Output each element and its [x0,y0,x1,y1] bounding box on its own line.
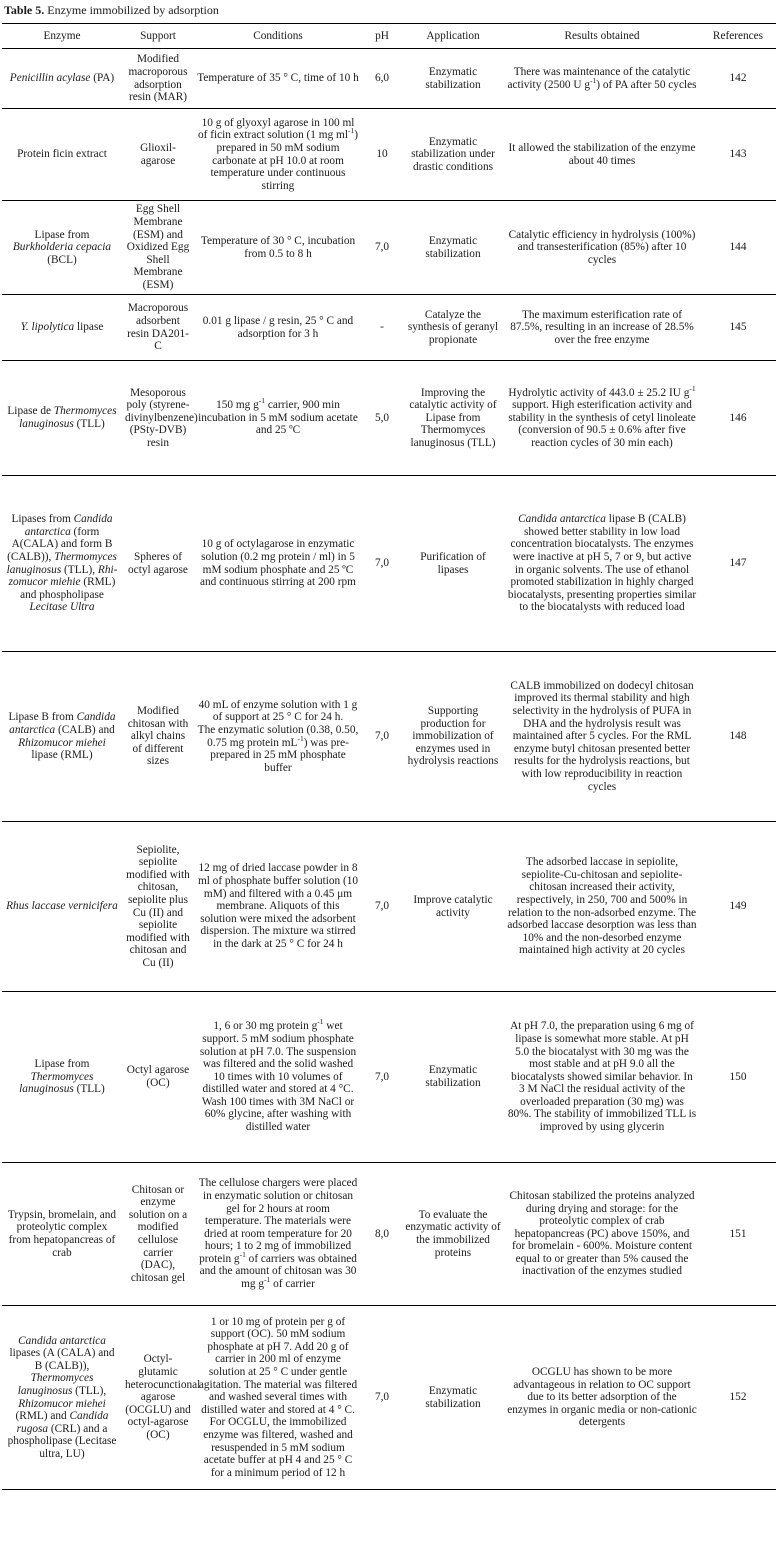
cell-reference: 149 [700,822,776,992]
table-row [2,476,776,652]
cell-conditions: 150 mg $g^{-1}$ carrier, 900 min incubation in 5 mM sodium acetate and 25 ºC [194,361,362,476]
table-row [2,1306,776,1490]
cell-reference: 142 [700,49,776,109]
table-row [2,652,776,822]
cell-reference: 143 [700,109,776,201]
cell-results: There was maintenance of the catalytic activity (2500 U $g^{-1}$) of PA after 50 cycles [504,49,700,109]
cell-reference: 148 [700,652,776,822]
cell-ph: 7,0 [362,822,402,992]
cell-ph: 7,0 [362,992,402,1163]
cell-enzyme: Lipase de Thermomyces lanuginosus (TLL) [2,361,122,476]
table-header-row [2,24,776,49]
header-conditions: Conditions [194,24,362,49]
cell-application: Enzymatic stabilization [402,201,504,295]
cell-results: Hydrolytic activity of 443.0 ± 25.2 IU $g^{-1}$ support. High esterification activity and stability in the synthesis of cetyl linoleate (conversion of 90.5 ± 0.6% after five reaction cycles of 30 min each) [504,361,700,476]
cell-reference: 147 [700,476,776,652]
table-row [2,1163,776,1306]
cell-enzyme: Trypsin, bromelain, and proteolytic complex from hepatopancreas of crab [2,1163,122,1306]
cell-ph: 5,0 [362,361,402,476]
cell-enzyme: Penicillin acylase (PA) [2,49,122,109]
cell-conditions: 0.01 g lipase / g resin, 25 ° C and adsorption for 3 h [194,295,362,361]
cell-ph: 6,0 [362,49,402,109]
cell-application: Enzymatic stabilization under drastic conditions [402,109,504,201]
cell-support: Chitosan or enzyme solution on a modified cellulose carrier (DAC), chitosan gel [122,1163,194,1306]
cell-application: Enzymatic stabilization [402,992,504,1163]
cell-enzyme: Lipase from Burkholderia cepacia (BCL) [2,201,122,295]
header-ph: pH [362,24,402,49]
cell-results: Catalytic efficiency in hydrolysis (100%) and transesterification (85%) after 10 cycles [504,201,700,295]
enzyme-adsorption-table [2,23,776,1490]
cell-ph: 7,0 [362,201,402,295]
table-row [2,295,776,361]
table-caption-label: Table 5. [4,3,45,17]
cell-support: Egg Shell Membrane (ESM) and Oxidized Egg Shell Membrane (ESM) [122,201,194,295]
table-row [2,109,776,201]
cell-application: Catalyze the synthesis of geranyl propionate [402,295,504,361]
cell-application: Supporting production for immobilization of enzymes used in hydrolysis reactions [402,652,504,822]
cell-conditions: 40 mL of enzyme solution with 1 g of support at 25 ° C for 24 h. The enzymatic solution (0.38, 0.50, 0.75 mg protein $mL^{-1}$) was pre-prepared in 25 mM phosphate buffer [194,652,362,822]
cell-support: Octyl agarose (OC) [122,992,194,1163]
cell-application: Improving the catalytic activity of Lipase from Thermomyces lanuginosus (TLL) [402,361,504,476]
table-row [2,992,776,1163]
cell-enzyme: Candida antarctica lipases (A (CALA) and B (CALB)), Thermomyces lanuginosus (TLL), Rhizomucor miehei (RML) and Candida rugosa (CRL) and a phospholipase (Lecitase ultra, LU) [2,1306,122,1490]
cell-results: Chitosan stabilized the proteins analyzed during drying and storage: for the proteolytic complex of crab hepatopancreas (PC) above 150%, and for bromelain - 600%. Moisture content equal to or greater than 5% caused the inactivation of the enzymes studied [504,1163,700,1306]
cell-results: Candida antarctica lipase B (CALB) showed better stability in low load concentration biocatalysts. The enzymes were inactive at pH 5, 7 or 9, but active in organic solvents. The use of ethanol promoted stabilization in highly charged biocatalysts, presenting properties similar to the biocatalysts with reduced load [504,476,700,652]
cell-results: It allowed the stabilization of the enzyme about 40 times [504,109,700,201]
table-row [2,49,776,109]
cell-reference: 146 [700,361,776,476]
cell-conditions: 1 or 10 mg of protein per g of support (OC). 50 mM sodium phosphate at pH 7. Add 20 g of carrier in 200 ml of enzyme solution at 25 ° C under gentle agitation. The material was filtered and washed several times with distilled water and stored at 4 ° C. For OCGLU, the immobilized enzyme was filtered, washed and resuspended in 5 mM sodium acetate buffer at pH 4 and 25 ° C for a minimum period of 12 h [194,1306,362,1490]
cell-ph: 7,0 [362,1306,402,1490]
cell-enzyme: Protein ficin extract [2,109,122,201]
cell-ph: - [362,295,402,361]
cell-results: The adsorbed laccase in sepiolite, sepiolite-Cu-chitosan and sepiolite-chitosan increased their activity, respectively, in 250, 700 and 500% in relation to the non-adsorbed enzyme. The adsorbed laccase desorption was less than 10% and the non-desorbed enzyme maintained high activity at 20 cycles [504,822,700,992]
table-row [2,361,776,476]
cell-conditions: 10 g of octylagarose in enzymatic solution (0.2 mg protein / ml) in 5 mM sodium phosphate and 25 ºC and continuous stirring at 200 rpm [194,476,362,652]
table-caption [4,2,219,18]
cell-enzyme: Lipase from Thermomyces lanuginosus (TLL) [2,992,122,1163]
cell-conditions: 12 mg of dried laccase powder in 8 ml of phosphate buffer solution (10 mM) and filtered with a 0.45 μm membrane. Aliquots of this solution were mixed the adsorbent dispersion. The mixture wa stirred in the dark at 25 ° C for 24 h [194,822,362,992]
cell-reference: 144 [700,201,776,295]
table-row [2,822,776,992]
cell-results: OCGLU has shown to be more advantageous in relation to OC support due to its better adsorption of the enzymes in organic media or non-cationic detergents [504,1306,700,1490]
header-support: Support [122,24,194,49]
cell-application: Purification of lipases [402,476,504,652]
table-row [2,201,776,295]
cell-conditions: 10 g of glyoxyl agarose in 100 ml of ficin extract solution (1 mg $ml^{-1}$) prepared in 50 mM sodium carbonate at pH 10.0 at room temperature under continuous stirring [194,109,362,201]
header-results: Results obtained [504,24,700,49]
cell-application: Enzymatic stabilization [402,1306,504,1490]
cell-ph: 7,0 [362,652,402,822]
cell-ph: 7,0 [362,476,402,652]
cell-conditions: Temperature of 35 ° C, time of 10 h [194,49,362,109]
cell-support: Sepiolite, sepiolite modified with chitosan, sepiolite plus Cu (II) and sepiolite modified with chitosan and Cu (II) [122,822,194,992]
header-application: Application [402,24,504,49]
cell-support: Octyl-glutamic heterocunctional agarose (OCGLU) and octyl-agarose (OC) [122,1306,194,1490]
cell-conditions: 1, 6 or 30 mg protein $g^{-1}$ wet support. 5 mM sodium phosphate solution at pH 7.0. The suspension was filtered and the solid washed 10 times with 10 volumes of distilled water and stored at 4 °C. Wash 100 times with 3M NaCl or 60% glycine, after washing with distilled water [194,992,362,1163]
cell-application: To evaluate the enzymatic activity of the immobilized proteins [402,1163,504,1306]
cell-reference: 150 [700,992,776,1163]
cell-results: The maximum esterification rate of 87.5%, resulting in an increase of 28.5% over the free enzyme [504,295,700,361]
cell-results: CALB immobilized on dodecyl chitosan improved its thermal stability and high selectivity in the hydrolysis of PUFA in DHA and the hydrolysis result was maintained after 5 cycles. For the RML enzyme butyl chitosan presented better results for the hydrolysis reactions, but with low reproducibility in reaction cycles [504,652,700,822]
cell-enzyme: Rhus laccase vernicifera [2,822,122,992]
cell-application: Improve catalytic activity [402,822,504,992]
cell-reference: 152 [700,1306,776,1490]
cell-conditions: Temperature of 30 ° C, incubation from 0.5 to 8 h [194,201,362,295]
cell-ph: 8,0 [362,1163,402,1306]
cell-enzyme: Y. lipolytica lipase [2,295,122,361]
cell-support: Spheres of octyl agarose [122,476,194,652]
cell-support: Mesoporous poly (styrene-divinylbenzene) (PSty-DVB) resin [122,361,194,476]
cell-support: Modified chitosan with alkyl chains of different sizes [122,652,194,822]
cell-reference: 151 [700,1163,776,1306]
table-caption-text: Enzyme immobilized by adsorption [47,3,219,17]
cell-enzyme: Lipase B from Candida antarctica (CALB) and Rhizomucor miehei lipase (RML) [2,652,122,822]
cell-support: Modified macroporous adsorption resin (MAR) [122,49,194,109]
header-references: References [700,24,776,49]
cell-ph: 10 [362,109,402,201]
cell-results: At pH 7.0, the preparation using 6 mg of lipase is somewhat more stable. At pH 5.0 the biocatalyst with 30 mg was the most stable and at pH 9.0 all the biocatalysts showed similar behavior. In 3 M NaCl the residual activity of the overloaded preparation (30 mg) was 80%. The stability of immobilized TLL is improved by using glycerin [504,992,700,1163]
cell-reference: 145 [700,295,776,361]
header-enzyme: Enzyme [2,24,122,49]
cell-enzyme: Lipases from Candida antarctica (form A(CALA) and form B (CALB)), Thermomyces lanuginosus (TLL), Rhi-zomucor miehie (RML) and phospholipase Lecitase Ultra [2,476,122,652]
cell-conditions: The cellulose chargers were placed in enzymatic solution or chitosan gel for 2 hours at room temperature. The materials were dried at room temperature for 20 hours; 1 to 2 mg of immobilized protein $g^{-1}$ of carriers was obtained and the amount of chitosan was 30 mg $g^{-1}$ of carrier [194,1163,362,1306]
cell-support: Macroporous adsorbent resin DA201-C [122,295,194,361]
cell-application: Enzymatic stabilization [402,49,504,109]
cell-support: Glioxil-agarose [122,109,194,201]
